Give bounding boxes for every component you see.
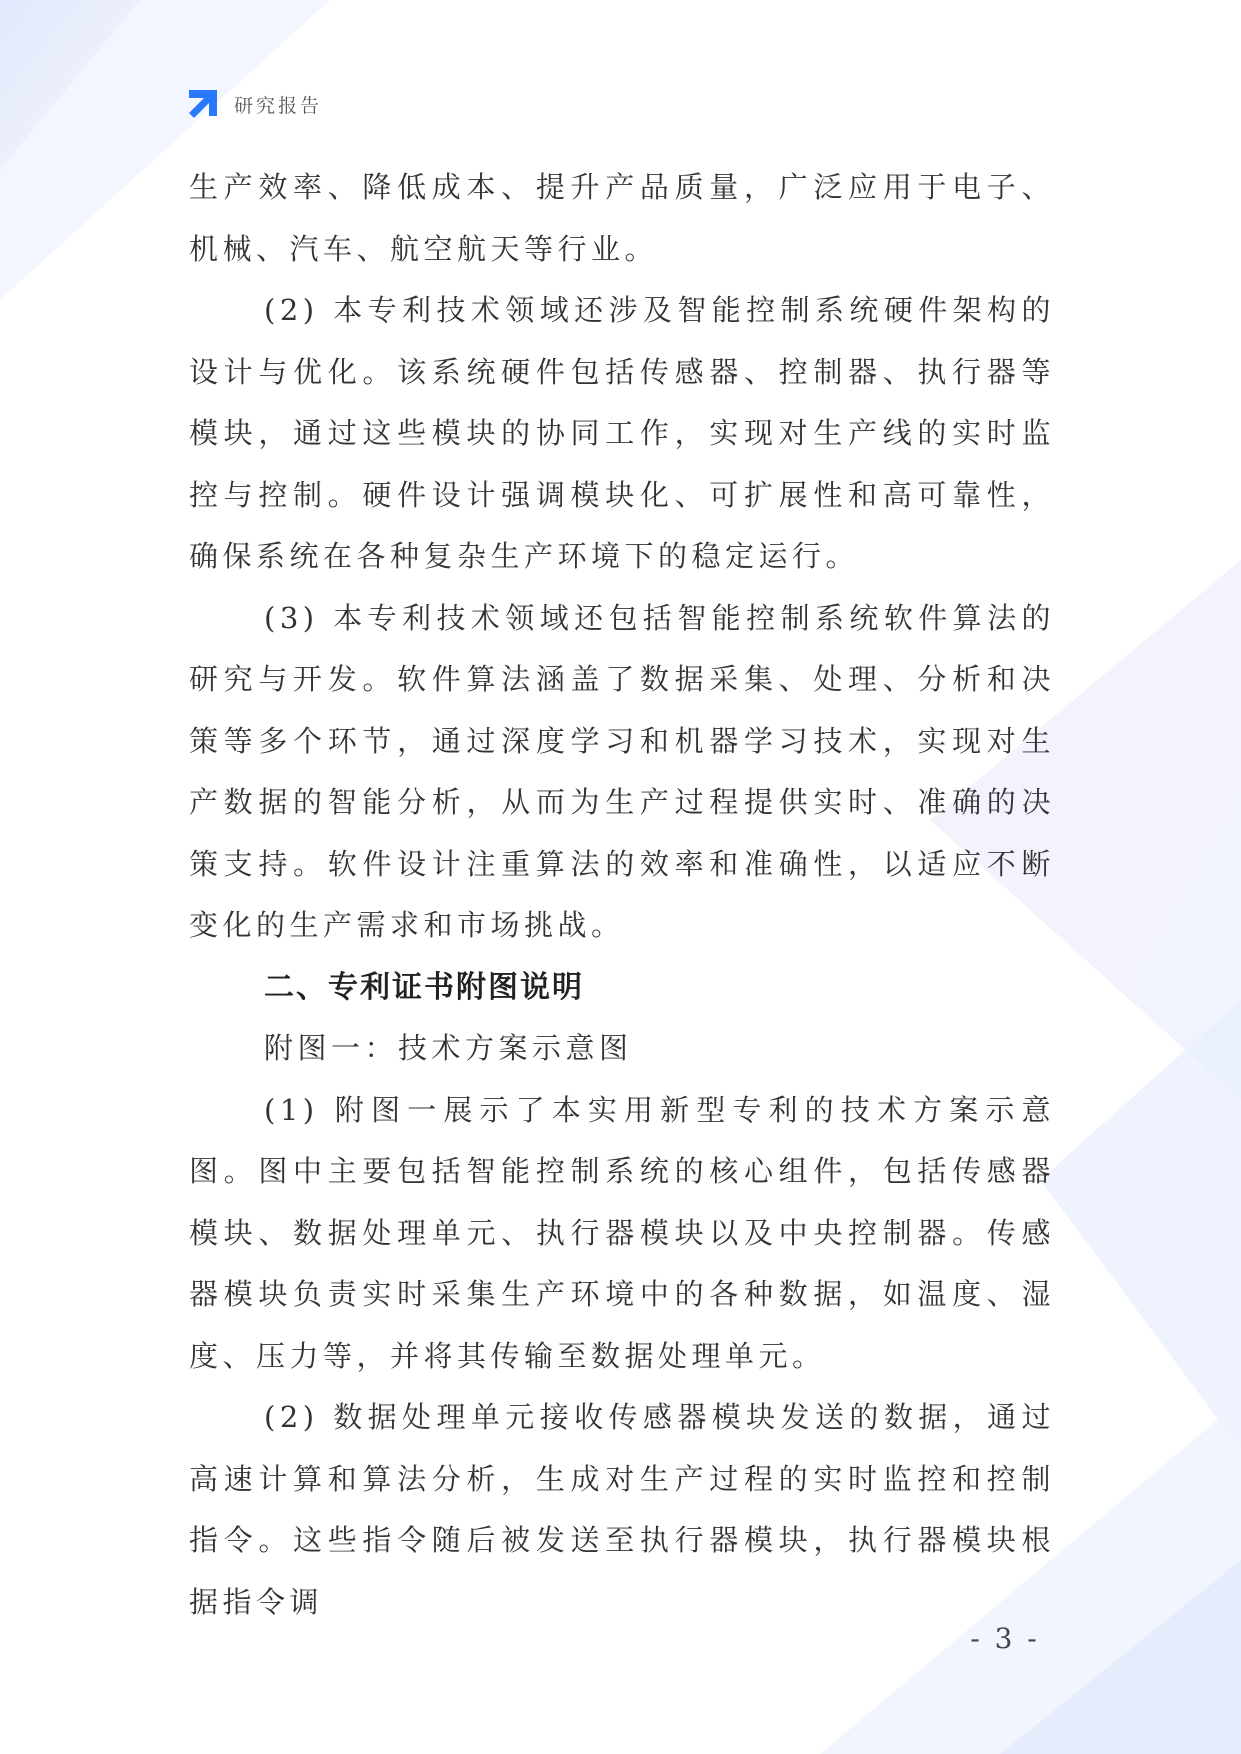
paragraph-software: (3) 本专利技术领域还包括智能控制系统软件算法的研究与开发。软件算法涵盖了数据采集、处理、分析和决策等多个环节，通过深度学习和机器学习技术，实现对生产数据的智能分析，从而为生产过程提供实时、准确的决策支持。软件设计注重算法的效率和准确性，以适应不断变化的生产需求和市场挑战。 <box>189 600 1055 942</box>
section-heading: 二、专利证书附图说明 <box>264 969 584 1005</box>
paragraph-hardware: (2) 本专利技术领域还涉及智能控制系统硬件架构的设计与优化。该系统硬件包括传感器、控制器、执行器等模块，通过这些模块的协同工作，实现对生产线的实时监控与控制。硬件设计强调模块化、可扩展性和高可靠性，确保系统在各种复杂生产环境下的稳定运行。 <box>189 293 1055 573</box>
paragraph-continued: 生产效率、降低成本、提升产品质量，广泛应用于电子、机械、汽车、航空航天等行业。 <box>189 170 1055 266</box>
header-title: 研究报告 <box>234 94 323 117</box>
report-header <box>186 86 322 122</box>
arrow-up-right-icon <box>186 86 222 122</box>
paragraph-data-processing: (2) 数据处理单元接收传感器模块发送的数据，通过高速计算和算法分析，生成对生产过程的实时监控和控制指令。这些指令随后被发送至执行器模块，执行器模块根据指令调 <box>189 1400 1055 1619</box>
paragraph-figure-overview: (1) 附图一展示了本实用新型专利的技术方案示意图。图中主要包括智能控制系统的核心组件，包括传感器模块、数据处理单元、执行器模块以及中央控制器。传感器模块负责实时采集生产环境中的各种数据，如温度、湿度、压力等，并将其传输至数据处理单元。 <box>189 1092 1055 1373</box>
document-body <box>189 157 1055 1633</box>
figure-heading: 附图一：技术方案示意图 <box>264 1031 633 1065</box>
page-number: - 3 - <box>970 1622 1040 1655</box>
